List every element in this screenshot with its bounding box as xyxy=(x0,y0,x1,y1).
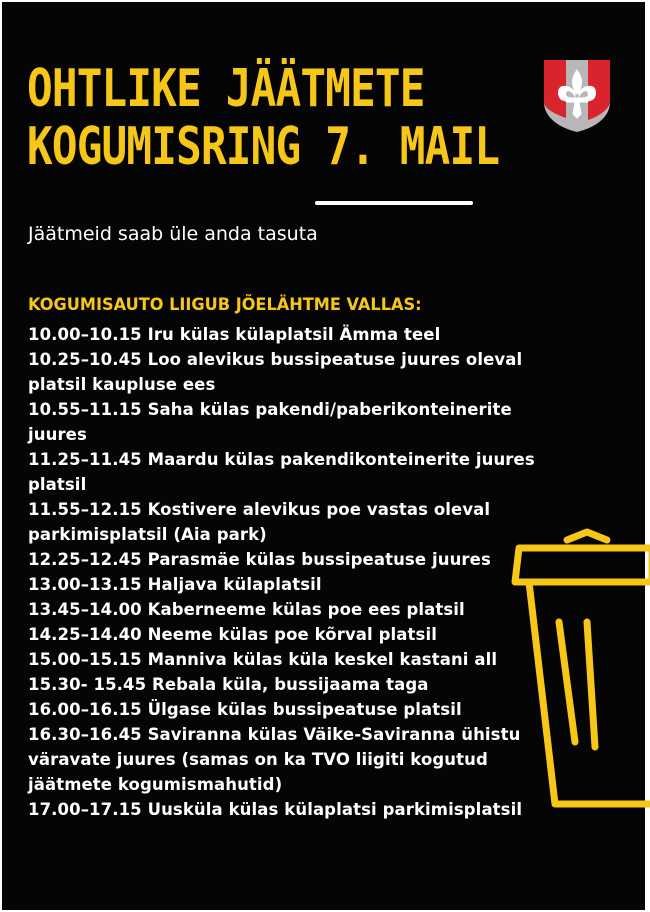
schedule-item: 10.00–10.15 Iru külas külaplatsil Ämma teel xyxy=(28,325,441,344)
schedule-item: 15.00–15.15 Manniva külas küla keskel kastani all xyxy=(28,650,498,669)
schedule-item: 14.25–14.40 Neeme külas poe kõrval platsil xyxy=(28,625,437,644)
coat-of-arms-icon xyxy=(542,58,612,134)
title-line-1: OHTLIKE JÄÄTMETE xyxy=(27,59,425,119)
schedule-item: 11.55–12.15 Kostivere alevikus poe vastas oleval parkimisplatsil (Aia park) xyxy=(28,500,491,544)
title-line-2: KOGUMISRING 7. MAIL xyxy=(27,117,500,177)
schedule-item: 13.45–14.00 Kaberneeme külas poe ees platsil xyxy=(28,600,465,619)
schedule-heading: KOGUMISAUTO LIIGUB JÕELÄHTME VALLAS: xyxy=(28,295,422,315)
schedule-item: 15.30- 15.45 Rebala küla, bussijaama taga xyxy=(28,675,429,694)
trash-bin-icon xyxy=(507,522,650,822)
schedule-list xyxy=(28,322,548,822)
poster-title xyxy=(27,60,499,176)
schedule-item: 11.25–11.45 Maardu külas pakendikonteinerite juures platsil xyxy=(28,450,535,494)
subtitle: Jäätmeid saab üle anda tasuta xyxy=(28,223,318,245)
schedule-item: 13.00–13.15 Haljava külaplatsil xyxy=(28,575,322,594)
poster xyxy=(2,2,645,910)
schedule-item: 10.55–11.15 Saha külas pakendi/paberikonteinerite juures xyxy=(28,400,512,444)
schedule-item: 16.30–16.45 Saviranna külas Väike-Saviranna ühistu väravate juures (samas on ka TVO liigiti kogutud jäätmete kogumismahutid) xyxy=(28,725,521,794)
schedule-item: 10.25–10.45 Loo alevikus bussipeatuse juures oleval platsil kaupluse ees xyxy=(28,350,523,394)
schedule-item: 16.00–16.15 Ülgase külas bussipeatuse platsil xyxy=(28,700,462,719)
schedule-item: 12.25–12.45 Parasmäe külas bussipeatuse juures xyxy=(28,550,491,569)
title-underline xyxy=(315,201,473,205)
schedule-item: 17.00–17.15 Uusküla külas külaplatsi parkimisplatsil xyxy=(28,800,523,819)
